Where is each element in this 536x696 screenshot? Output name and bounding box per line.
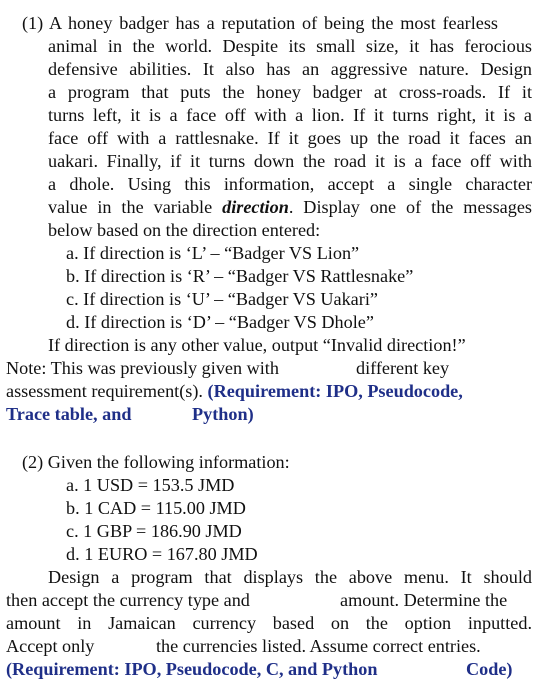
- q2-para-line-3: amount in Jamaican currency based on the option inputted.: [6, 613, 532, 633]
- q1-requirement-cont-b: Python): [192, 404, 254, 424]
- note-text-a: Note: This was previously given with: [6, 358, 279, 378]
- q2-intro: (2) Given the following information:: [22, 452, 290, 472]
- invalid-direction-text: If direction is any other value, output “Invalid direction!”: [48, 335, 466, 355]
- q1-line-4: a program that puts the honey badger at cross-roads. If it: [48, 82, 532, 102]
- q1-requirement-cont-a: Trace table, and: [6, 404, 132, 424]
- option-r: b. If direction is ‘R’ – “Badger VS Rattlesnake”: [66, 266, 414, 286]
- rate-gbp: c. 1 GBP = 186.90 JMD: [66, 521, 242, 541]
- note-text-b: different key: [356, 358, 450, 378]
- q1-line-8: a dhole. Using this information, accept a single character: [48, 174, 532, 194]
- q2-requirement-a: (Requirement: IPO, Pseudocode, C, and Python: [6, 659, 378, 679]
- q1-line-9-start: value in the variable: [48, 197, 223, 217]
- variable-direction: direction: [222, 197, 289, 217]
- q1-line-10: below based on the direction entered:: [48, 220, 321, 240]
- q1-line-5: turns left, it is a face off with a lion. If it turns right, it is a: [48, 105, 532, 125]
- q1-line-9: [48, 196, 532, 218]
- rate-euro: d. 1 EURO = 167.80 JMD: [66, 544, 258, 564]
- q1-line-2: animal in the world. Despite its small size, it has ferocious: [48, 36, 532, 56]
- option-l: a. If direction is ‘L’ – “Badger VS Lion”: [66, 243, 360, 263]
- q2-para-line-4a: Accept only: [6, 636, 95, 656]
- q1-line-9-end: . Display one of the messages: [288, 197, 532, 217]
- rate-usd: a. 1 USD = 153.5 JMD: [66, 475, 235, 495]
- rate-cad: b. 1 CAD = 115.00 JMD: [66, 498, 246, 518]
- q2-requirement-b: Code): [466, 659, 513, 679]
- q1-line-7: uakari. Finally, if it turns down the road it is a face off with: [48, 151, 532, 171]
- q2-para-line-1: Design a program that displays the above menu. It should: [48, 567, 532, 587]
- option-u: c. If direction is ‘U’ – “Badger VS Uakari”: [66, 289, 378, 309]
- q2-para-line-2b: amount. Determine the: [340, 590, 508, 610]
- q1-line-6: face off with a rattlesnake. If it goes up the road it faces an: [48, 128, 532, 148]
- q1-requirement: (Requirement: IPO, Pseudocode,: [207, 381, 463, 401]
- assessment-text: [6, 380, 463, 402]
- assessment-label: assessment requirement(s).: [6, 381, 203, 401]
- q2-para-line-4b: the currencies listed. Assume correct entries.: [156, 636, 481, 656]
- q1-line-3: defensive abilities. It also has an aggressive nature. Design: [48, 59, 532, 79]
- q1-line-1: (1) A honey badger has a reputation of being the most fearless: [22, 13, 498, 33]
- option-d: d. If direction is ‘D’ – “Badger VS Dhole”: [66, 312, 374, 332]
- q2-para-line-2a: then accept the currency type and: [6, 590, 250, 610]
